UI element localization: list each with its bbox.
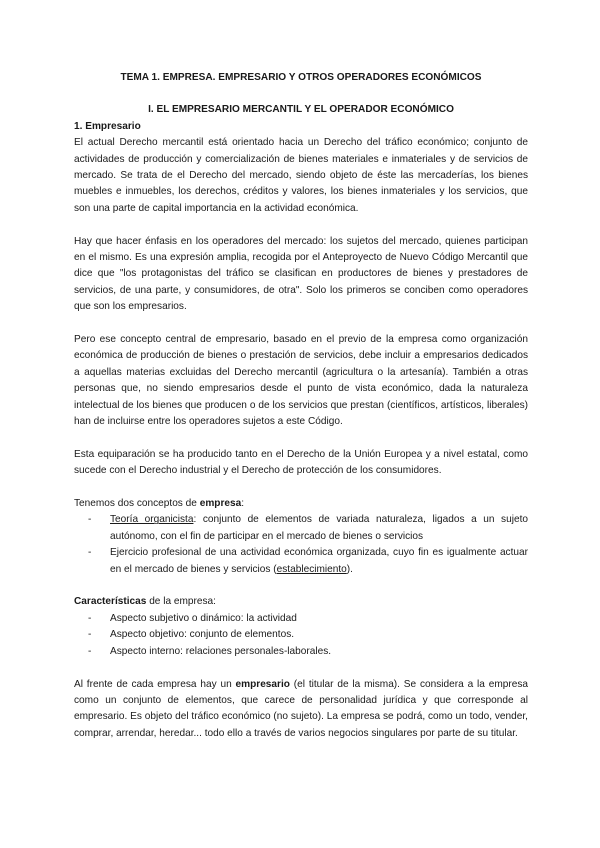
section-title: I. EL EMPRESARIO MERCANTIL Y EL OPERADOR ECONÓMICO bbox=[148, 104, 454, 116]
concepts-intro-bold: empresa bbox=[199, 498, 242, 510]
list-item bbox=[74, 545, 528, 578]
concepts-intro-text: Tenemos dos conceptos de bbox=[74, 498, 200, 510]
dash-bullet: - bbox=[88, 629, 92, 641]
last-text-pre: Al frente de cada empresa hay un bbox=[74, 678, 236, 690]
concepts-intro bbox=[74, 496, 528, 512]
paragraph-2: Hay que hacer énfasis en los operadores del mercado: los sujetos del mercado, quienes participan en el mismo. Es una expresión amplia, recogida por el Anteproyecto de Nuevo Código Mercantil que dice que "los protagonistas del tráfico se clasifican en productores de bienes y prestadores de servicios, de una parte, y consumidores, de otra". Solo los primeros se conciben como operadores que son los empresarios. bbox=[74, 235, 528, 313]
list-item bbox=[74, 627, 528, 643]
subsection-heading: 1. Empresario bbox=[74, 120, 141, 132]
list-item bbox=[74, 644, 528, 660]
paragraph-3: Pero ese concepto central de empresario, basado en el previo de la empresa como organización económica de producción de bienes o prestación de servicios, debe incluir a empresarios dedicados a aquellas materias excluidas del Derecho mercantil (agricultura o la artesanía). También a otras personas que, no siendo empresarios desde el punto de vista económico, dada la naturaleza intelectual de los bienes que producen o de los servicios que prestan (científicos, artísticos, liberales) han de incluirse entre los operadores sujetos a este Código. bbox=[74, 334, 528, 428]
dash-bullet: - bbox=[88, 612, 92, 624]
dash-bullet: - bbox=[88, 514, 92, 526]
paragraph-last bbox=[74, 677, 528, 743]
feature-3: Aspecto interno: relaciones personales-laborales. bbox=[110, 645, 332, 657]
features-intro-text: de la empresa: bbox=[146, 596, 216, 608]
paragraph-4: Esta equiparación se ha producido tanto en el Derecho de la Unión Europea y a nivel estatal, como sucede con el Derecho industrial y el Derecho de protección de los consumidores. bbox=[74, 448, 528, 477]
concepts-list bbox=[74, 512, 528, 578]
paragraph-1: El actual Derecho mercantil está orientado hacia un Derecho del tráfico económico; conjunto de actividades de producción y comercialización de bienes materiales e inmateriales y de servicios de mercado. Se trata de el Derecho del mercado, siendo objeto de éste las mercaderías, los bienes muebles e inmuebles, los derechos, créditos y valores, los bienes inmateriales y los servicios, que son una parte de capital importancia en la actividad económica. bbox=[74, 137, 528, 214]
concept-2-end: ). bbox=[346, 563, 353, 575]
last-text-post: (el titular de la misma). Se considera a la empresa como un conjunto de elementos, que carece de personalidad jurídica y que corresponde al empresario. Es objeto del tráfico económico (no sujeto). La empresa se podrá, como un todo, vender, comprar, arrendar, heredar... todo ello a través de varios negocios singulares por parte de su titular. bbox=[74, 678, 528, 739]
concept-1-term: Teoría organicista bbox=[110, 514, 194, 526]
concept-2-text: Ejercicio profesional de una actividad económica organizada, cuyo fin es igualmente actuar en el mercado de bienes y servicios ( bbox=[110, 547, 528, 575]
document-page bbox=[74, 70, 528, 742]
concepts-intro-end: : bbox=[241, 498, 245, 510]
features-list bbox=[74, 611, 528, 660]
features-intro bbox=[74, 594, 528, 610]
document-title: TEMA 1. EMPRESA. EMPRESARIO Y OTROS OPERADORES ECONÓMICOS bbox=[120, 72, 482, 83]
concept-1-text: : conjunto de elementos de variada naturaleza, ligados a un sujeto autónomo, con el fin de participar en el mercado de bienes o servicios bbox=[110, 514, 528, 542]
list-item bbox=[74, 512, 528, 545]
dash-bullet: - bbox=[88, 547, 92, 559]
feature-2: Aspecto objetivo: conjunto de elementos. bbox=[110, 629, 295, 641]
concept-2-term: establecimiento bbox=[276, 563, 347, 575]
features-intro-bold: Características bbox=[74, 596, 147, 608]
dash-bullet: - bbox=[88, 645, 92, 657]
last-text-bold: empresario bbox=[235, 678, 290, 690]
feature-1: Aspecto subjetivo o dinámico: la actividad bbox=[110, 612, 297, 624]
list-item bbox=[74, 611, 528, 627]
